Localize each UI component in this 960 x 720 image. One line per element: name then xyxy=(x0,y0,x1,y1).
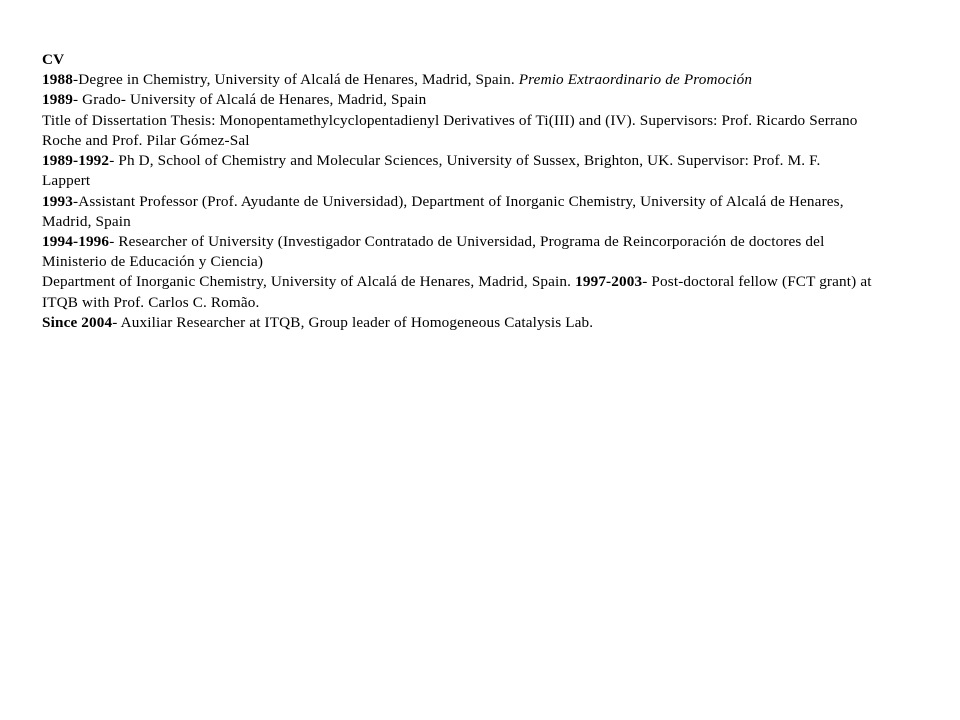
cv-text-segment: Since 2004 xyxy=(42,313,113,331)
cv-text-segment: 1989 xyxy=(42,91,73,109)
cv-text-segment: Department of Inorganic Chemistry, University of Alcalá de Henares, Madrid, Spain. xyxy=(42,273,576,291)
entry-1988 xyxy=(42,70,872,90)
cv-text-segment: -Degree in Chemistry, University of Alcalá de Henares, Madrid, Spain. xyxy=(72,71,519,89)
cv-text-segment: - Researcher of University (Investigador Contratado de Universidad, Programa de Reincorporación de doctores del Ministerio de Educación y Ciencia) xyxy=(42,232,825,271)
cv-text-segment: -Assistant Professor (Prof. Ayudante de Universidad), Department of Inorganic Chemistry, University of Alcalá de Henares, Madrid, Spain xyxy=(42,192,844,230)
entry-dissertation xyxy=(42,111,872,151)
cv-text-segment: - Auxiliar Researcher at ITQB, Group leader of Homogeneous Catalysis Lab. xyxy=(112,313,594,331)
cv-text-segment: - Post-doctoral fellow (FCT grant) at ITQB with Prof. Carlos C. Romão. xyxy=(42,273,872,311)
cv-text-segment: 1993 xyxy=(42,192,73,210)
cv-text-segment: 1988 xyxy=(42,71,73,89)
cv-text-segment: - Grado- University of Alcalá de Henares, Madrid, Spain xyxy=(72,91,427,109)
entry-1989-1992 xyxy=(42,151,872,191)
cv-text-segment: 1997-2003 xyxy=(575,273,643,291)
entry-1989-grado xyxy=(42,90,872,110)
entry-1994-1996 xyxy=(42,232,872,272)
cv-text-segment: - Ph D, School of Chemistry and Molecular Sciences, University of Sussex, Brighton, UK. Supervisor: Prof. M. F. Lappert xyxy=(42,152,821,190)
cv-text-segment: 1994-1996 xyxy=(42,232,110,250)
entry-1997-2003 xyxy=(42,272,872,312)
cv-heading: CV xyxy=(42,51,65,68)
entry-1993 xyxy=(42,192,872,232)
cv-text-segment: Title of Dissertation Thesis: Monopentamethylcyclopentadienyl Derivatives of Ti(III) and (IV). Supervisors: Prof. Ricardo Serrano Roche and Prof. Pilar Gómez-Sal xyxy=(42,111,858,149)
entry-since-2004 xyxy=(42,313,872,333)
cv-text-segment: Premio Extraordinario de Promoción xyxy=(518,71,753,89)
cv-entry-list xyxy=(42,70,872,333)
cv-text-segment: 1989-1992 xyxy=(42,152,110,170)
cv-section xyxy=(42,50,872,333)
